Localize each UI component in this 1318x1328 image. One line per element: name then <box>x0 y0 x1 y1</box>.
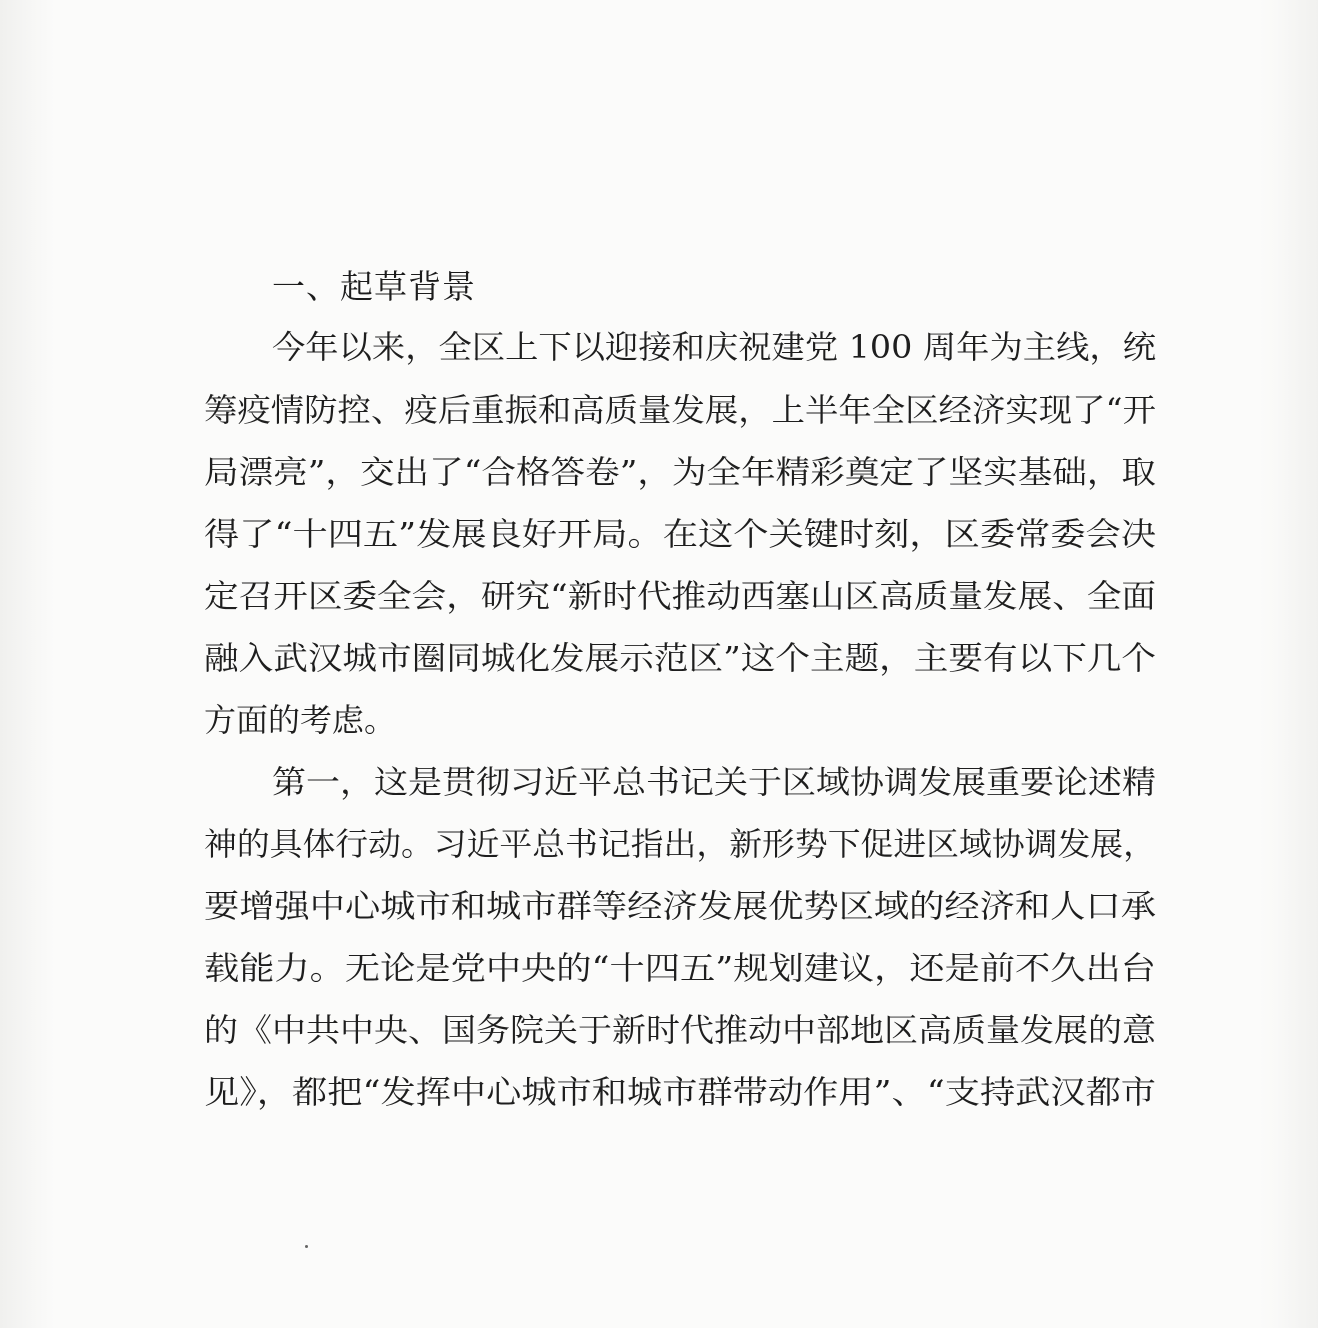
text-line: 要增强中心城市和城市群等经济发展优势区域的经济和人口承 <box>204 887 1156 925</box>
scan-speck <box>305 1245 308 1248</box>
text-line: 定召开区委全会，研究“新时代推动西塞山区高质量发展、全面 <box>204 577 1157 615</box>
text-line: 筹疫情防控、疫后重振和高质量发展，上半年全区经济实现了“开 <box>204 391 1156 429</box>
text-line: 局漂亮”，交出了“合格答卷”，为全年精彩奠定了坚实基础，取 <box>204 453 1157 491</box>
section-heading: 一、起草背景 <box>272 267 476 306</box>
text-line: 载能力。无论是党中央的“十四五”规划建议，还是前不久出台 <box>204 949 1156 987</box>
scan-shadow-right <box>1258 0 1318 1328</box>
text-line: 方面的考虑。 <box>204 701 397 739</box>
text-line: 今年以来，全区上下以迎接和庆祝建党 100 周年为主线，统 <box>272 328 1157 366</box>
scan-shadow-left <box>0 0 55 1328</box>
text-line: 得了“十四五”发展良好开局。在这个关键时刻，区委常委会决 <box>204 515 1156 553</box>
text-line: 第一，这是贯彻习近平总书记关于区域协调发展重要论述精 <box>272 763 1157 801</box>
text-line: 的《中共中央、国务院关于新时代推动中部地区高质量发展的意 <box>204 1011 1157 1049</box>
text-line: 神的具体行动。习近平总书记指出，新形势下促进区域协调发展， <box>204 825 1156 863</box>
text-line: 见》，都把“发挥中心城市和城市群带动作用”、“支持武汉都市 <box>204 1073 1157 1111</box>
text-line: 融入武汉城市圈同城化发展示范区”这个主题，主要有以下几个 <box>204 639 1157 677</box>
